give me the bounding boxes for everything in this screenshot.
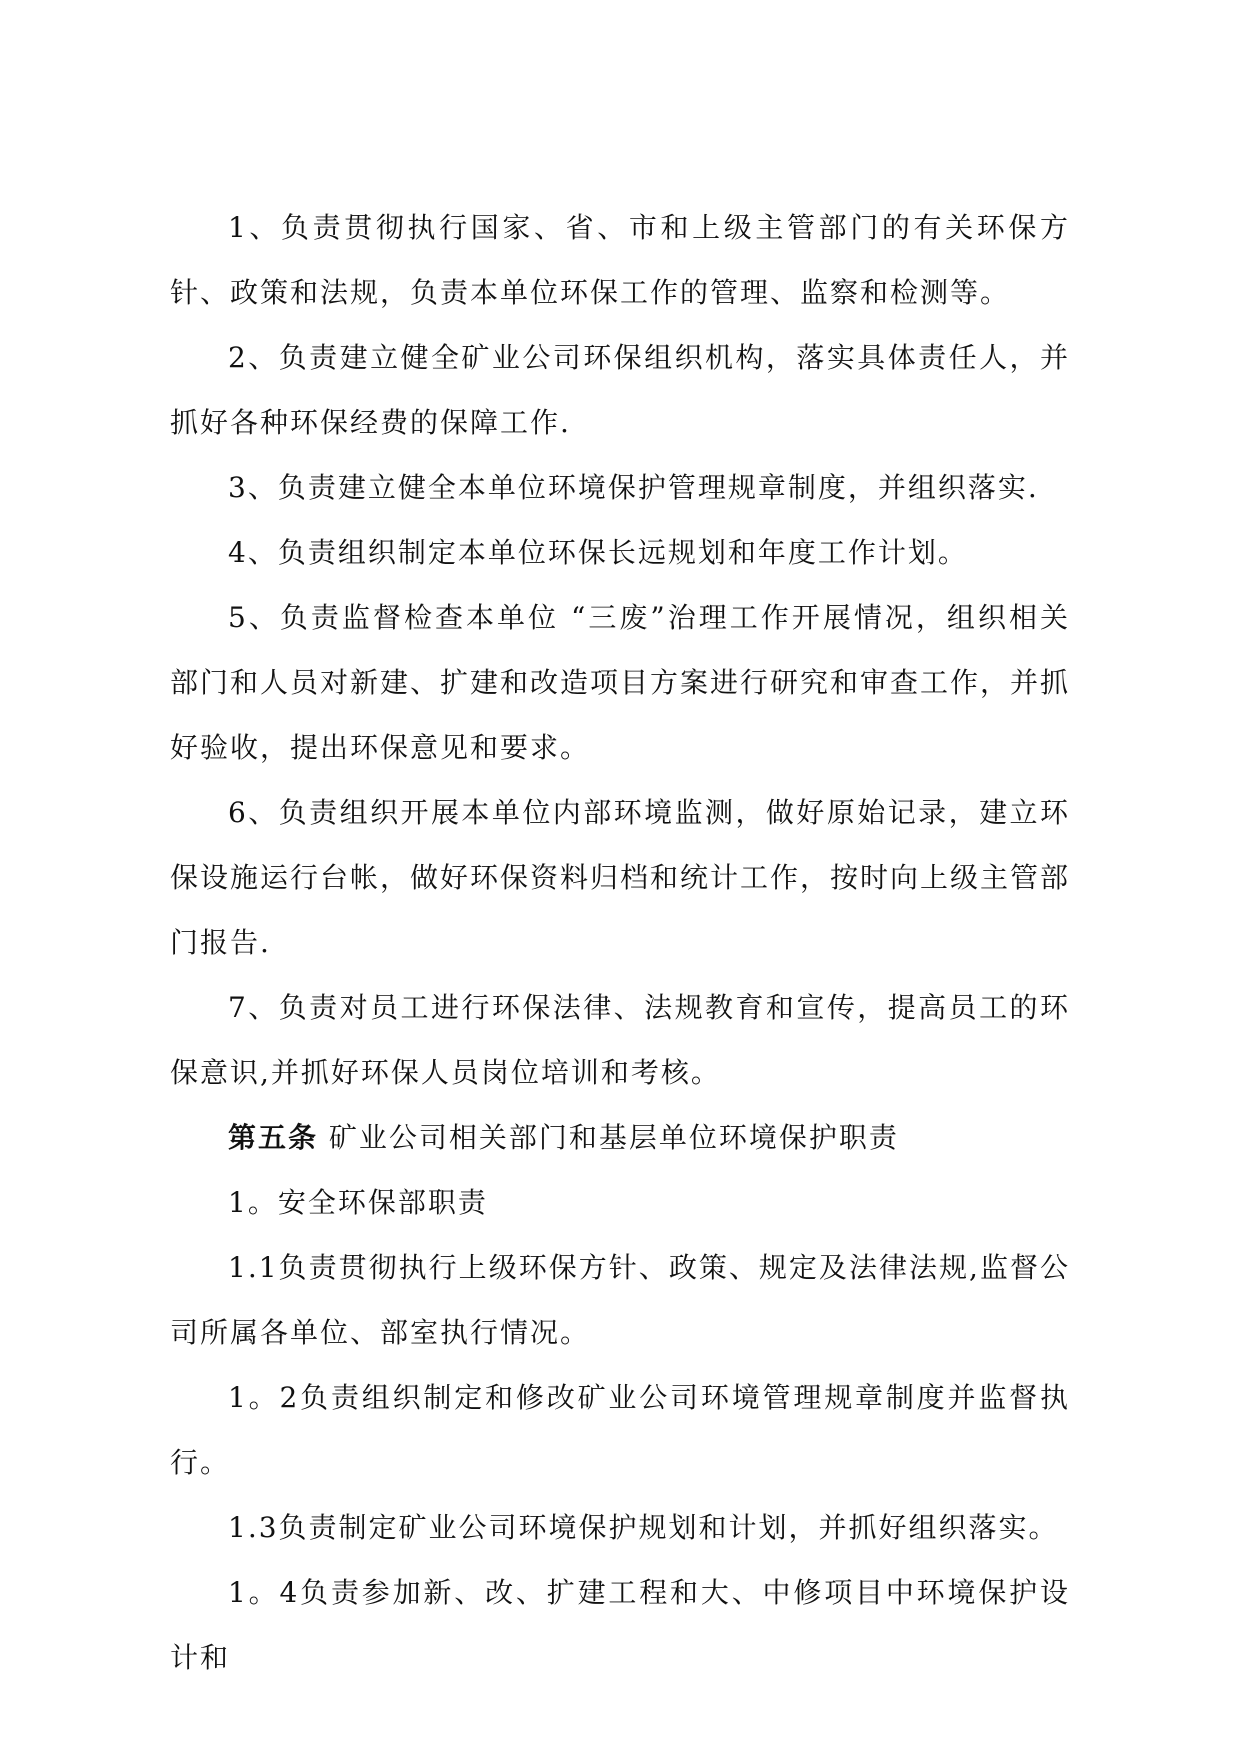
document-page [170, 195, 1070, 1690]
paragraph-3: 3、负责建立健全本单位环境保护管理规章制度，并组织落实. [228, 471, 1039, 504]
sub-paragraph-1-1: 1.1负责贯彻执行上级环保方针、政策、规定及法律法规,监督公司所属各单位、部室执行情况。 [170, 1251, 1070, 1349]
article-label: 第五条 [228, 1121, 319, 1154]
paragraph-5: 5、负责监督检查本单位 “三废”治理工作开展情况，组织相关部门和人员对新建、扩建和改造项目方案进行研究和审查工作，并抓好验收，提出环保意见和要求。 [170, 601, 1071, 764]
paragraph-4: 4、负责组织制定本单位环保长远规划和年度工作计划。 [228, 536, 968, 569]
paragraph-7: 7、负责对员工进行环保法律、法规教育和宣传，提高员工的环保意识,并抓好环保人员岗位培训和考核。 [170, 991, 1070, 1089]
paragraph-6: 6、负责组织开展本单位内部环境监测，做好原始记录，建立环保设施运行台帐，做好环保资料归档和统计工作，按时向上级主管部门报告. [170, 796, 1071, 959]
sub-paragraph-1-2: 1。2负责组织制定和修改矿业公司环境管理规章制度并监督执行。 [170, 1381, 1070, 1479]
paragraph-2: 2、负责建立健全矿业公司环保组织机构，落实具体责任人，并抓好各种环保经费的保障工作. [170, 341, 1070, 439]
sub-paragraph-1-3: 1.3负责制定矿业公司环境保护规划和计划，并抓好组织落实。 [228, 1511, 1059, 1544]
article-title: 矿业公司相关部门和基层单位环境保护职责 [318, 1121, 899, 1154]
sub-paragraph-1: 1。安全环保部职责 [228, 1186, 488, 1219]
article-heading [170, 1105, 1070, 1170]
sub-paragraph-1-4: 1。4负责参加新、改、扩建工程和大、中修项目中环境保护设计和 [170, 1576, 1070, 1674]
paragraph-1: 1、负责贯彻执行国家、省、市和上级主管部门的有关环保方针、政策和法规，负责本单位环保工作的管理、监察和检测等。 [170, 211, 1070, 309]
